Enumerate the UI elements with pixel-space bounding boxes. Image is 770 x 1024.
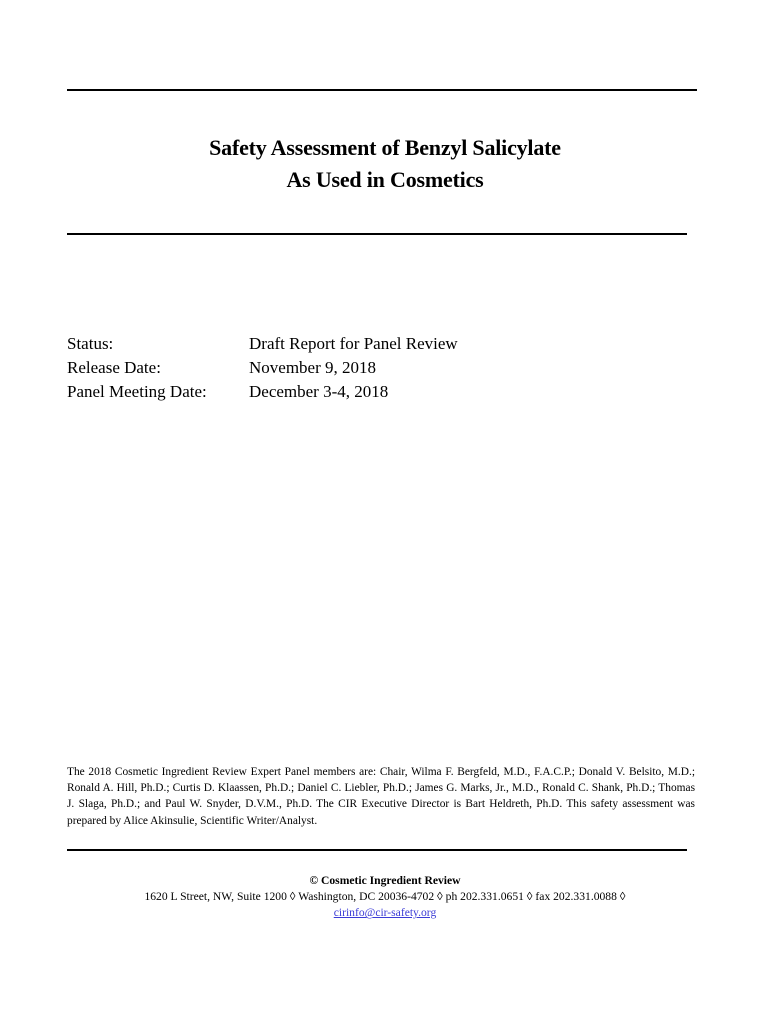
document-title	[67, 132, 703, 196]
release-date-row	[67, 356, 458, 380]
footer-email-link[interactable]: cirinfo@cir-safety.org	[333, 906, 437, 920]
report-metadata	[67, 332, 458, 404]
panel-meeting-date-label: Panel Meeting Date:	[67, 382, 207, 401]
panel-members-note: The 2018 Cosmetic Ingredient Review Expert Panel members are: Chair, Wilma F. Bergfeld, M.D., F.A.C.P.; Donald V. Belsito, M.D.; Ronald A. Hill, Ph.D.; Curtis D. Klaassen, Ph.D.; Daniel C. Liebler, Ph.D.; James G. Marks, Jr., M.D., Ronald C. Shank, Ph.D.; Thomas J. Slaga, Ph.D.; and Paul W. Snyder, D.V.M., Ph.D. The CIR Executive Director is Bart Heldreth, Ph.D. This safety assessment was prepared by Alice Akinsulie, Scientific Writer/Analyst.	[67, 766, 695, 827]
footer-address: 1620 L Street, NW, Suite 1200 ◊ Washington, DC 20036-4702 ◊ ph 202.331.0651 ◊ fax 202.331.0088 ◊	[144, 890, 626, 904]
footer-organization: © Cosmetic Ingredient Review	[309, 874, 461, 887]
status-value: Draft Report for Panel Review	[249, 334, 458, 353]
title-line-1: Safety Assessment of Benzyl Salicylate	[209, 135, 561, 160]
panel-meeting-date-value: December 3-4, 2018	[249, 382, 389, 401]
release-date-label: Release Date:	[67, 358, 161, 377]
panel-meeting-date-row	[67, 380, 458, 404]
title-divider	[67, 233, 687, 235]
top-divider	[67, 89, 697, 91]
title-line-2: As Used in Cosmetics	[286, 167, 484, 192]
footer-divider	[67, 849, 687, 851]
status-label: Status:	[67, 334, 114, 353]
release-date-value: November 9, 2018	[249, 358, 377, 377]
footer	[67, 873, 703, 922]
status-row	[67, 332, 458, 356]
